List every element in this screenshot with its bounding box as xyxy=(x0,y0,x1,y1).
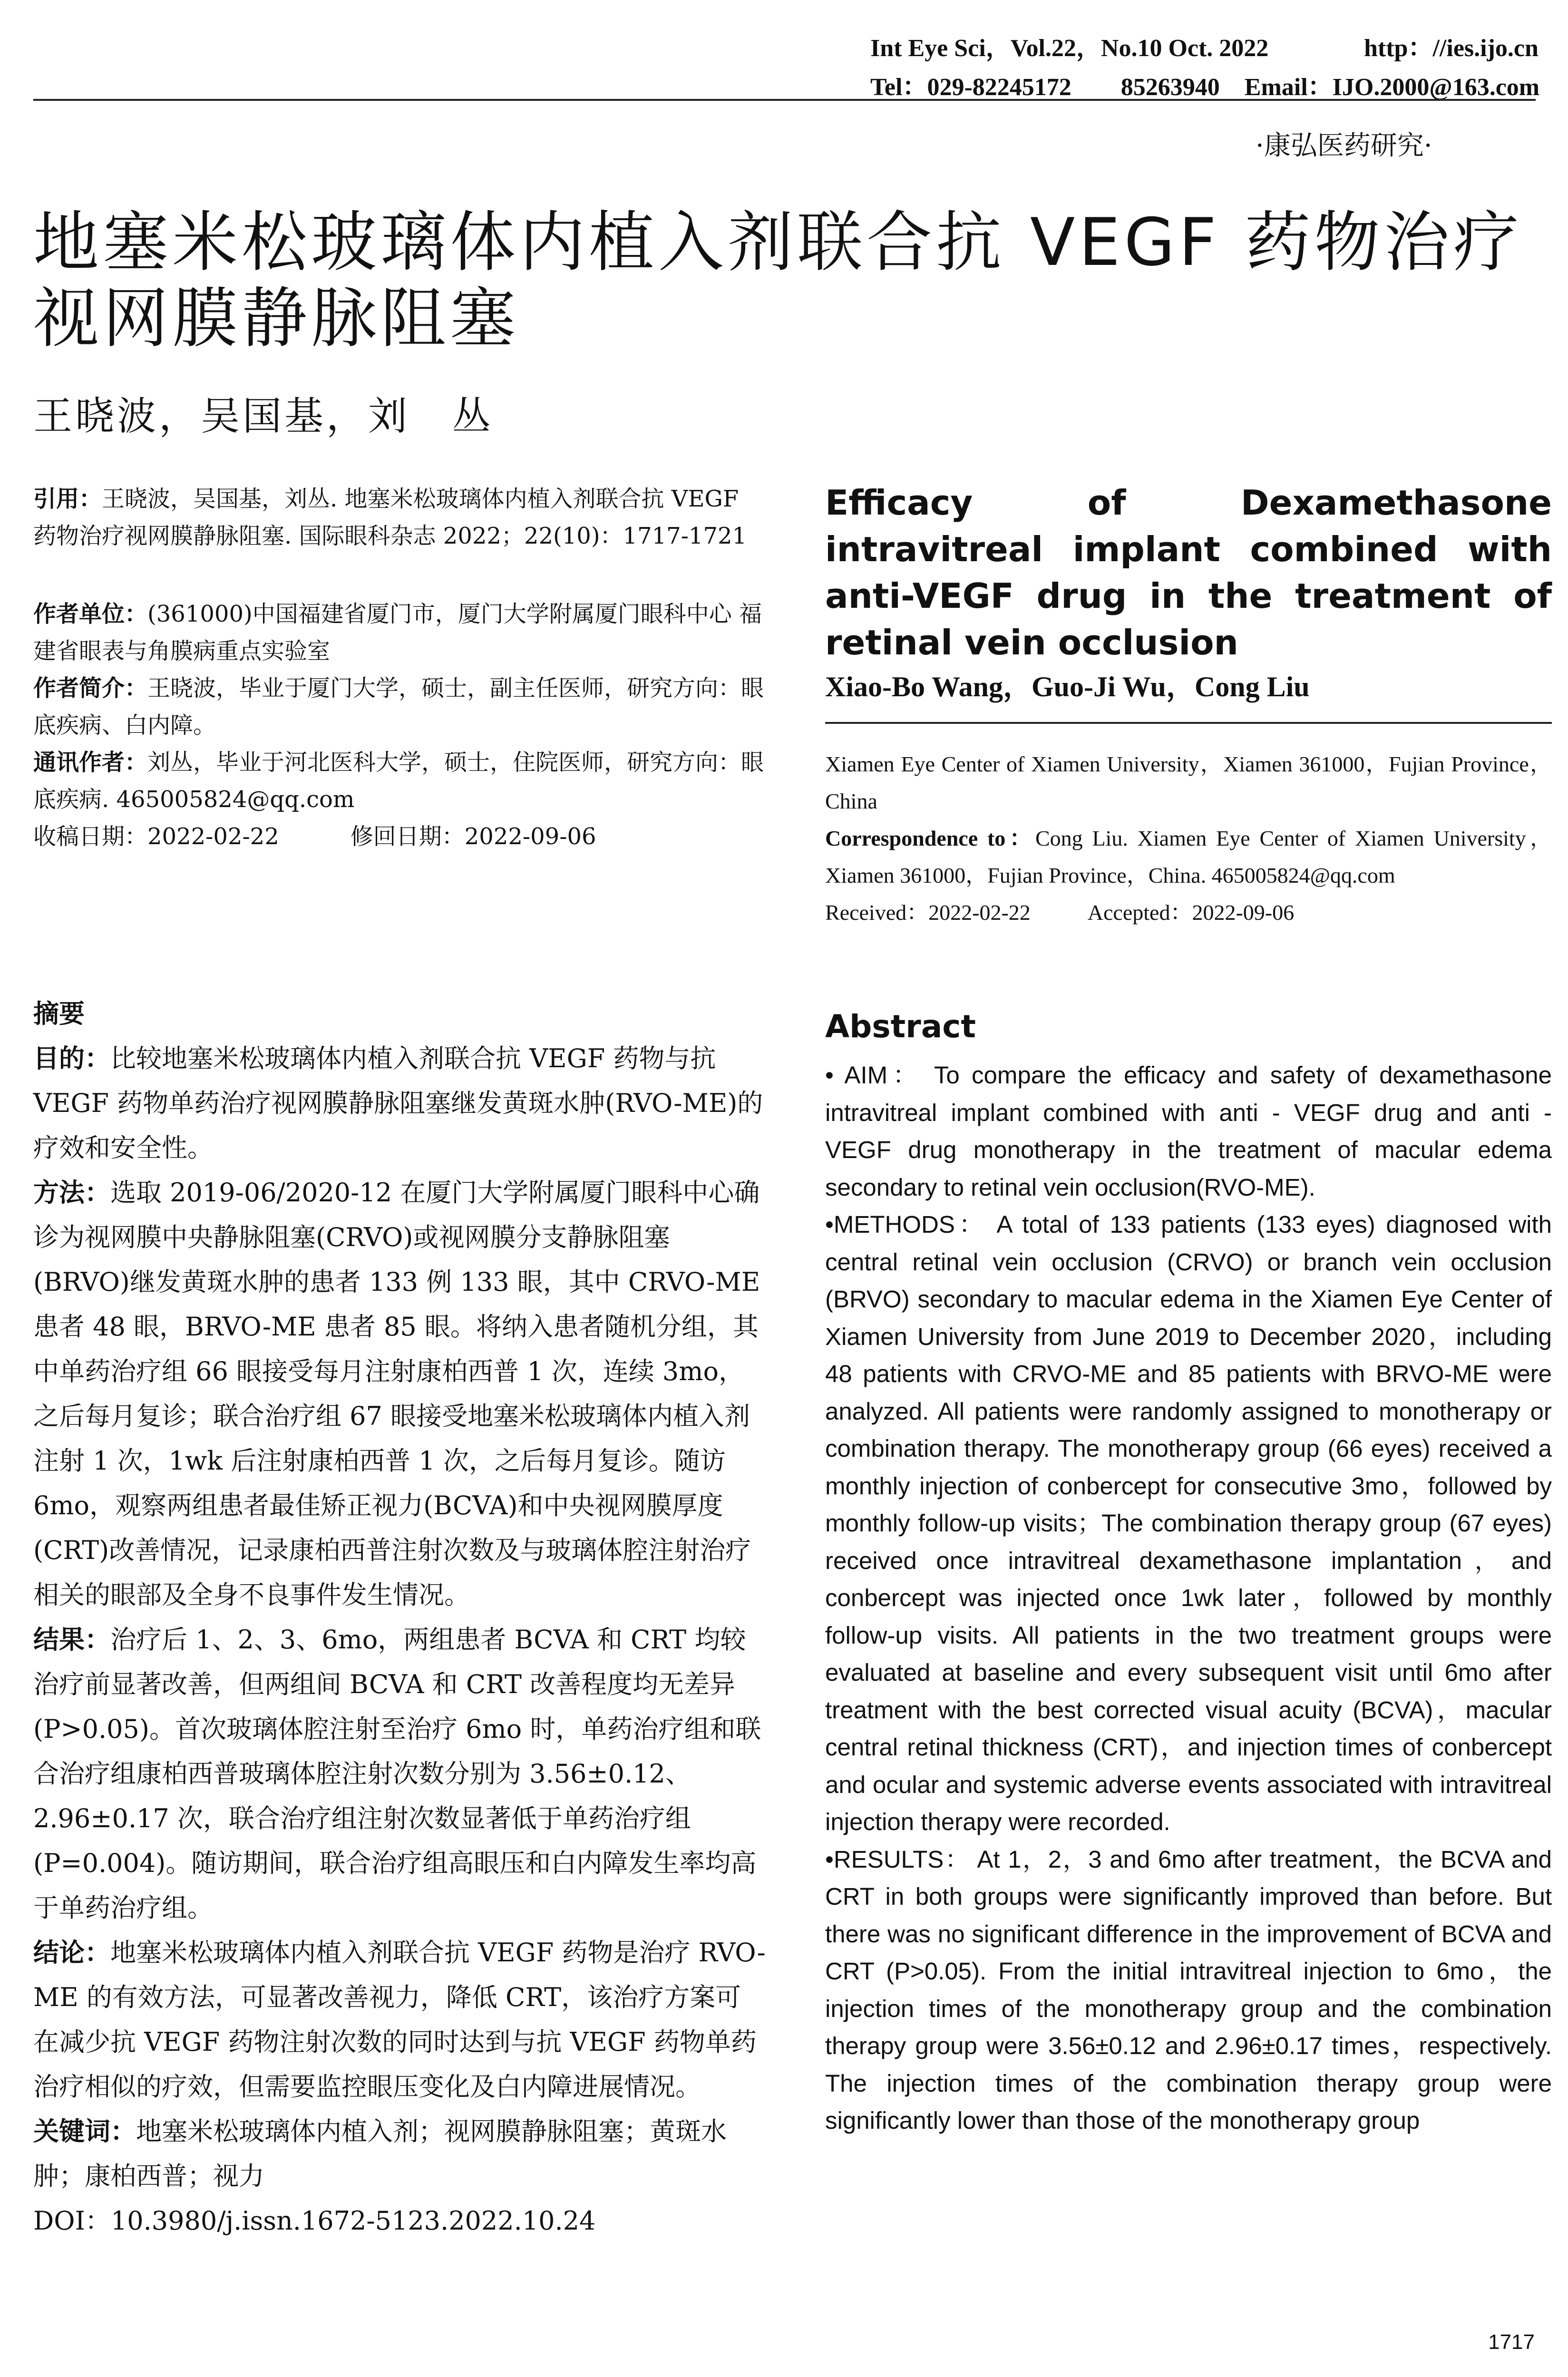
column-label: ·康弘医药研究· xyxy=(1256,130,1432,161)
objective-label: 目的： xyxy=(33,1043,110,1073)
received-zh: 收稿日期：2022-02-22 xyxy=(33,823,279,850)
keywords-label: 关键词： xyxy=(33,2116,136,2146)
conclusion-zh xyxy=(33,1930,766,2109)
title-en: Efficacy of Dexamethasone intravitreal implant combined with anti-VEGF drug in the treatment of retinal vein occlusion xyxy=(825,483,1552,662)
keywords-zh xyxy=(33,2109,766,2199)
aim-en xyxy=(825,1057,1552,1206)
bio-label: 作者简介： xyxy=(33,675,148,701)
results-text-zh: 治疗后 1、2、3、6mo，两组患者 BCVA 和 CRT 均较治疗前显著改善，但两组间 BCVA 和 CRT 改善程度均无差异(P>0.05)。首次玻璃体腔注射至治疗 6mo 时，单药治疗组和联合治疗组康柏西普玻璃体腔注射次数分别为 3.56±0.12、2.96±0.17 次，联合治疗组注射次数显著低于单药治疗组(P=0.004)。随访期间，联合治疗组高眼压和白内障发生率均高于单药治疗组。 xyxy=(33,1625,761,1923)
results-en xyxy=(825,1841,1552,2140)
citation-label: 引用： xyxy=(33,486,102,512)
accepted-en: Accepted：2022-09-06 xyxy=(1087,900,1295,925)
objective-text: 比较地塞米松玻璃体内植入剂联合抗 VEGF 药物与抗 VEGF 药物单药治疗视网膜静脉阻塞继发黄斑水肿(RVO-ME)的疗效和安全性。 xyxy=(33,1043,763,1163)
header-rule xyxy=(33,99,1536,101)
affiliation-block-en xyxy=(825,746,1552,931)
results-label-en: •RESULTS： xyxy=(825,1845,971,1873)
corr-label: 通讯作者： xyxy=(33,749,148,776)
dates-zh xyxy=(33,818,766,855)
title-zh: 地塞米松玻璃体内植入剂联合抗 VEGF 药物治疗视网膜静脉阻塞 xyxy=(33,204,1523,357)
journal-url: http：//ies.ijo.cn xyxy=(1364,35,1539,62)
affiliation-label: 作者单位： xyxy=(33,601,148,627)
citation xyxy=(33,480,766,555)
conclusion-text: 地塞米松玻璃体内植入剂联合抗 VEGF 药物是治疗 RVO-ME 的有效方法，可显著改善视力，降低 CRT，该治疗方案可在减少抗 VEGF 药物注射次数的同时达到与抗 VEGF 药物单药治疗相似的疗效，但需要监控眼压变化及白内障进展情况。 xyxy=(33,1938,766,2102)
author-bio xyxy=(33,670,766,744)
abstract-heading-zh: 摘要 xyxy=(33,999,85,1029)
citation-text: 王晓波，吴国基，刘丛. 地塞米松玻璃体内植入剂联合抗 VEGF 药物治疗视网膜静脉阻塞. 国际眼科杂志 2022；22(10)：1717-1721 xyxy=(33,486,747,549)
conclusion-label: 结论： xyxy=(33,1938,110,1968)
corresponding-author-zh xyxy=(33,744,766,818)
methods-zh xyxy=(33,1170,766,1617)
abstract-zh xyxy=(33,992,766,2243)
abstract-en xyxy=(825,1057,1552,2140)
affiliation-en: Xiamen Eye Center of Xiamen University，Xiamen 361000，Fujian Province，China xyxy=(825,752,1552,813)
methods-text-en: A total of 133 patients (133 eyes) diagnosed with central retinal vein occlusion (CRVO) or branch vein occlusion (BRVO) secondary to macular edema in the Xiamen Eye Center of Xiamen University from June 2019 to December 2020，including 48 patients with CRVO-ME and 85 patients with BRVO-ME were analyzed. All patients were randomly assigned to monotherapy or combination therapy. The monotherapy group (66 eyes) received a monthly injection of conbercept for consecutive 3mo，followed by monthly follow-up visits；The combination therapy group (67 eyes) received once intravitreal dexamethasone implantation，and conbercept was injected once 1wk later，followed by monthly follow-up visits. All patients in the two treatment groups were evaluated at baseline and every subsequent visit until 6mo after treatment with the best corrected visual acuity (BCVA)，macular central retinal thickness (CRT)，and injection times of conbercept and ocular and systemic adverse events associated with intravitreal injection therapy were recorded. xyxy=(825,1211,1552,1835)
bio-text: 王晓波，毕业于厦门大学，硕士，副主任医师，研究方向：眼底疾病、白内障。 xyxy=(33,675,764,739)
results-zh xyxy=(33,1617,766,1930)
page-number: 1717 xyxy=(1488,2330,1535,2354)
doi: DOI：10.3980/j.issn.1672-5123.2022.10.24 xyxy=(33,2206,596,2236)
journal-info: Int Eye Sci，Vol.22，No.10 Oct. 2022 xyxy=(870,35,1269,62)
received-en: Received：2022-02-22 xyxy=(825,900,1031,925)
article-info-zh xyxy=(33,480,766,855)
correspondence-en xyxy=(825,820,1552,894)
journal-contact: Tel：029-82245172 85263940 Email：IJO.2000@163.com xyxy=(870,74,1540,101)
corr-text: 刘丛，毕业于河北医科大学，硕士，住院医师，研究方向：眼底疾病. 465005824@qq.com xyxy=(33,749,764,813)
results-text-en: At 1，2，3 and 6mo after treatment，the BCVA and CRT in both groups were significantly improved than before. But there was no significant difference in the improvement of BCVA and CRT (P>0.05). From the initial intravitreal injection to 6mo，the injection times of the monotherapy group and the combination therapy group were 3.56±0.12 and 2.96±0.17 times，respectively. The injection times of the combination therapy group were significantly lower than those of the monotherapy group xyxy=(825,1845,1552,2134)
authors-rule xyxy=(825,722,1552,724)
methods-label-zh: 方法： xyxy=(33,1178,110,1208)
aim-label: • AIM： xyxy=(825,1062,923,1089)
results-label-zh: 结果： xyxy=(33,1625,110,1655)
objective xyxy=(33,1036,766,1170)
keywords-text: 地塞米松玻璃体内植入剂；视网膜静脉阻塞；黄斑水肿；康柏西普；视力 xyxy=(33,2116,727,2191)
corr-label-en: Correspondence to： xyxy=(825,826,1035,850)
methods-label-en: •METHODS： xyxy=(825,1211,987,1238)
affiliation-zh xyxy=(33,595,766,670)
abstract-heading-en: Abstract xyxy=(825,1008,976,1045)
authors-en: Xiao-Bo Wang，Guo-Ji Wu，Cong Liu xyxy=(825,671,1310,702)
corr-text-en: Cong Liu. Xiamen Eye Center of Xiamen University，Xiamen 361000，Fujian Province，China. 465005824@qq.com xyxy=(825,826,1552,887)
revised-zh: 修回日期：2022-09-06 xyxy=(350,823,596,850)
methods-en xyxy=(825,1206,1552,1841)
dates-en xyxy=(825,894,1552,931)
methods-text-zh: 选取 2019-06/2020-12 在厦门大学附属厦门眼科中心确诊为视网膜中央静脉阻塞(CRVO)或视网膜分支静脉阻塞(BRVO)继发黄斑水肿的患者 133 例 133 眼，其中 CRVO-ME 患者 48 眼，BRVO-ME 患者 85 眼。将纳入患者随机分组，其中单药治疗组 66 眼接受每月注射康柏西普 1 次，连续 3mo，之后每月复诊；联合治疗组 67 眼接受地塞米松玻璃体内植入剂注射 1 次，1wk 后注射康柏西普 1 次，之后每月复诊。随访 6mo，观察两组患者最佳矫正视力(BCVA)和中央视网膜厚度(CRT)改善情况，记录康柏西普注射次数及与玻璃体腔注射治疗相关的眼部及全身不良事件发生情况。 xyxy=(33,1178,760,1610)
authors-zh: 王晓波，吴国基，刘 丛 xyxy=(33,394,494,439)
aim-text: To compare the efficacy and safety of dexamethasone intravitreal implant combined with anti - VEGF drug and anti - VEGF drug monotherapy in the treatment of macular edema secondary to retinal vein occlusion(RVO-ME). xyxy=(825,1062,1552,1201)
affiliation-text: (361000)中国福建省厦门市，厦门大学附属厦门眼科中心 福建省眼表与角膜病重点实验室 xyxy=(33,601,762,664)
